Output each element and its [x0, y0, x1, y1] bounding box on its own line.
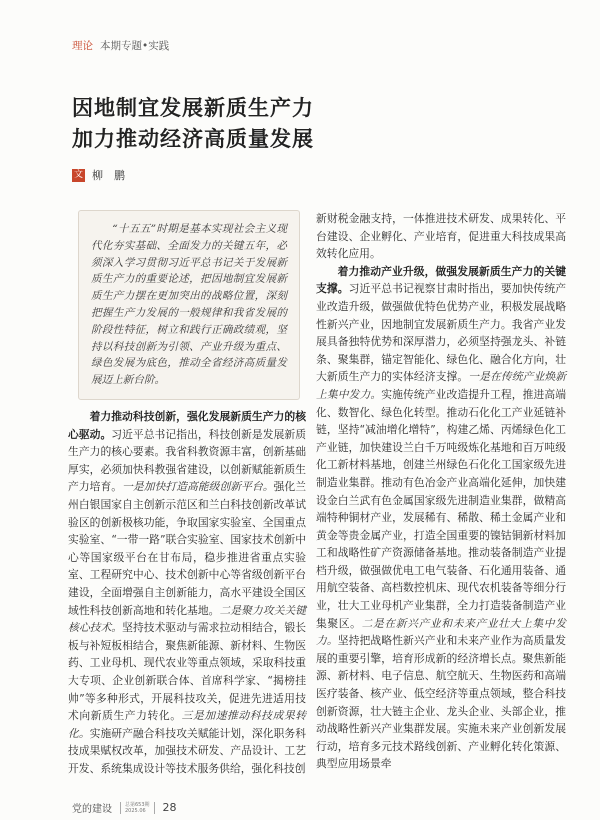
running-header: [72, 38, 169, 53]
point-heading: 一是加快打造高能级创新平台。: [122, 480, 274, 494]
point-heading: 三是加速推动科技成果转化。: [68, 709, 307, 740]
paragraph-industry-upgrade: [316, 263, 566, 773]
paragraph-text: 强化兰州白银国家自主创新示范区和兰白科技创新改革试验区的创新极核功能，争取国家实验室、全国重点实验室、“一带一路”联合实验室、国家技术创新中心等国家级平台在甘布局，稳步推进省重点实验室、工程研究中心、技术创新中心等省级创新平台建设，全面增强自主创新能力，高水平建设全国区域性科技创新高地和转化基地。: [68, 480, 307, 617]
paragraph-lead: 着力推动产业升级，做强发展新质生产力的关键支撑。: [316, 264, 566, 296]
paragraph-text: 实施传统产业改造提升工程，推进高端化、数智化、绿色化转型。推动石化化工产业延链补链，坚持“减油增化增特”，构建乙烯、丙烯绿色化工产业链，加快建设兰白千万吨级炼化基地和百万吨级化工新材料基地，创建兰州绿色石化化工国家级先进制造业集群。推动有色冶金产业高端化延伸，加快建设金白兰武有色金属国家级先进制造业集群，做精高端特种铜材产业，发展稀有、稀散、稀土金属产业和黄金等贵金属产业，打造全国重要的镍钴铜新材料加工和战略性矿产资源储备基地。推动装备制造产业提档升级，做强做优电工电气装备、石化通用装备、通用航空装备、高档数控机床、现代农机装备等细分行业，壮大工业母机产业集群，全力打造装备制造产业集聚区。: [316, 387, 567, 630]
section-label: 理论: [72, 40, 93, 52]
byline: [72, 167, 125, 183]
paragraph-text: 坚持技术驱动与需求拉动相结合，锻长板与补短板相结合，聚焦新能源、新材料、生物医药、工业母机、现代农业等重点领域，采取科技重大专项、企业创新联合体、首席科学家、“揭榜挂帅”等多种形式，开展科技攻关，促进先进适用技术向新质生产力转化。: [68, 621, 307, 723]
point-heading: 一是在传统产业焕新上集中发力。: [316, 370, 567, 401]
paragraph-continuation: 新财税金融支持，一体推进技术研发、成果转化、平台建设、企业孵化、产业培育，促进重大科技成果高效转化应用。: [316, 212, 566, 261]
paragraph-text: 习近平总书记视察甘肃时指出，要加快传统产业改造升级，做强做优特色优势产业，积极发展战略性新兴产业，因地制宜发展新质生产力。我省产业发展具备独特优势和深厚潜力，必须坚持强龙头、补链条、聚集群，锚定智能化、绿色化、融合化方向，壮大新质生产力的实体经济支撑。: [316, 282, 567, 384]
topic-label: 本期专题•实践: [100, 40, 170, 52]
left-column: [68, 408, 306, 777]
author-name: 柳 鹏: [92, 169, 125, 182]
paragraph-text: 坚持把战略性新兴产业和未来产业作为高质量发展的重要引擎，培育形成新的经济增长点。聚焦新能源、新材料、电子信息、航空航天、生物医药和高端医疗装备、核产业、低空经济等重点领域，整合科技创新资源，壮大链主企业、龙头企业、头部企业，推动战略性新兴产业集群发展。实施未来产业创新发展行动，培育多元技术路线创新、产业孵化转化策源、典型应用场景牵: [316, 634, 567, 771]
title-line-2: 加力推动经济高质量发展: [72, 126, 314, 151]
right-column: [316, 210, 566, 773]
title-line-1: 因地制宜发展新质生产力: [72, 95, 314, 120]
paragraph-text: 实施研产融合科技攻关赋能计划，深化职务科技成果赋权改革，加强技术研发、产品设计、工艺开发、系统集成设计等技术服务供给，强化科技创: [68, 726, 307, 775]
page-number: 28: [162, 801, 177, 814]
point-heading: 二是在新兴产业和未来产业壮大上集中发力。: [316, 616, 566, 648]
abstract-box: “十五五”时期是基本实现社会主义现代化夯实基础、全面发力的关键五年，必须深入学习贯彻习近平总书记关于发展新质生产力的重要论述，把因地制宜发展新质生产力摆在更加突出的战略位置，深刻把握生产力发展的一般规律和我省发展的阶段性特征，树立和践行正确政绩观，坚持以科技创新为引领、产业升级为重点、绿色发展为底色，推动全省经济高质量发展迈上新台阶。: [78, 210, 300, 400]
article-title: [72, 92, 314, 154]
page-footer: [72, 800, 177, 815]
issue-info: [120, 802, 155, 814]
paragraph-text: 习近平总书记指出，科技创新是发展新质生产力的核心要素。我省科教资源丰富，创新基础厚实，必须加快科教强省建设，以创新赋能新质生产力培育。: [68, 427, 307, 494]
issue-number: 总第653期: [125, 801, 150, 808]
author-mark-badge: 文: [73, 169, 83, 180]
magazine-name: 党的建设: [72, 804, 112, 815]
point-heading: 二是聚力攻关关键核心技术。: [68, 603, 306, 635]
paragraph-lead: 着力推动科技创新，强化发展新质生产力的核心驱动。: [68, 410, 306, 441]
paragraph-tech-innovation: [68, 408, 306, 777]
issue-date: 2025.06: [125, 807, 146, 814]
